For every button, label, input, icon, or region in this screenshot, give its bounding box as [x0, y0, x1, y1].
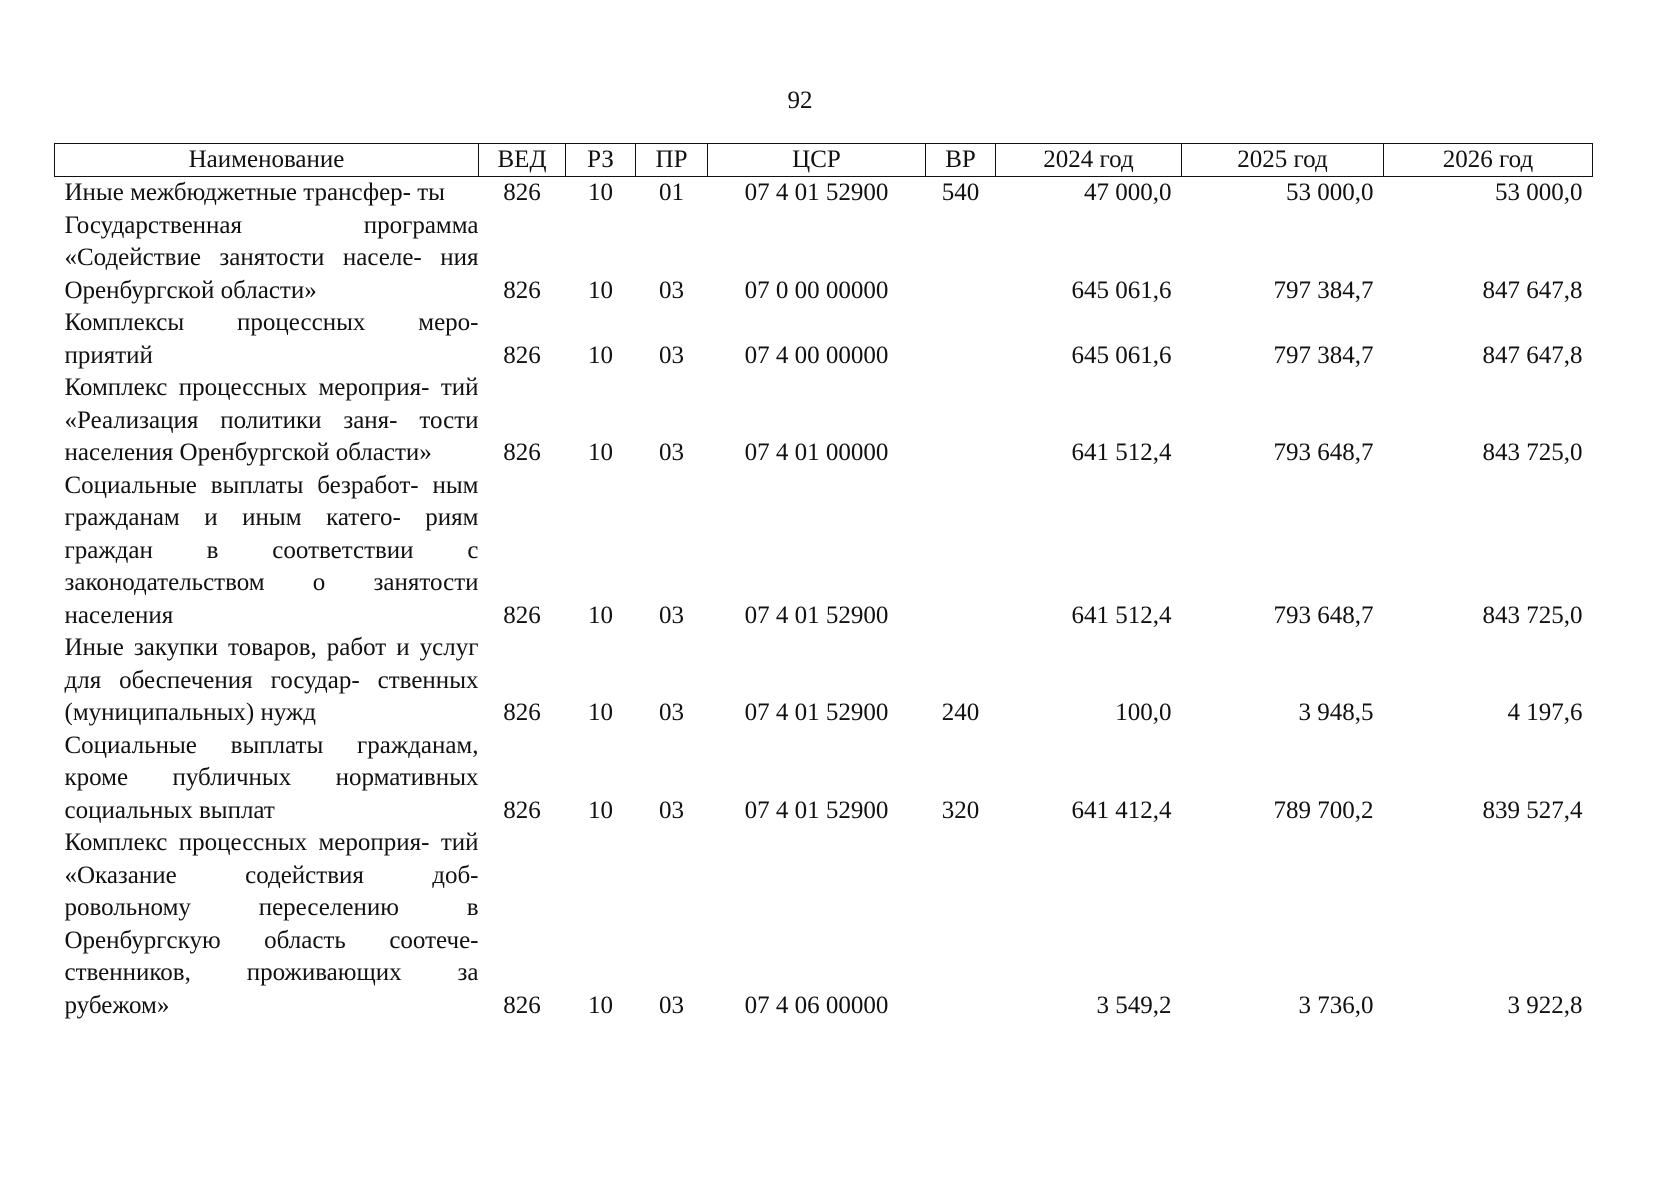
row-pr: 03 [659, 276, 684, 304]
row-csr: 07 4 01 00000 [744, 439, 889, 466]
table-row [55, 470, 1593, 633]
header-2026: 2026 год [1384, 144, 1593, 177]
row-csr: 07 4 01 52900 [744, 699, 889, 726]
row-name: Комплексы процессных меро- приятий [64, 309, 479, 369]
header-vr: ВР [926, 144, 996, 177]
row-ved: 826 [503, 601, 541, 629]
row-rz: 10 [588, 179, 613, 206]
row-pr: 03 [659, 796, 684, 824]
row-2024: 641 512,4 [1071, 601, 1172, 629]
row-2025: 797 384,7 [1273, 276, 1374, 304]
row-rz: 10 [588, 796, 613, 824]
row-2024: 47 000,0 [1084, 179, 1172, 206]
row-vr [926, 372, 996, 470]
row-2026: 53 000,0 [1495, 179, 1583, 206]
row-rz: 10 [588, 341, 613, 369]
row-2026: 843 725,0 [1482, 439, 1583, 466]
row-vr: 240 [941, 699, 980, 726]
header-pr: ПР [636, 144, 708, 177]
header-name: Наименование [55, 144, 479, 177]
row-2025: 797 384,7 [1273, 341, 1374, 369]
row-vr [926, 827, 996, 1022]
row-pr: 03 [659, 341, 684, 369]
row-rz: 10 [588, 699, 613, 726]
table-row [55, 307, 1593, 372]
row-2025: 793 648,7 [1273, 439, 1374, 466]
header-csr: ЦСР [708, 144, 926, 177]
row-2026: 3 922,8 [1507, 991, 1583, 1019]
page-number: 92 [787, 87, 813, 114]
row-csr: 07 0 00 00000 [744, 276, 889, 304]
row-ved: 826 [503, 796, 541, 824]
row-2025: 3 736,0 [1298, 991, 1374, 1019]
row-vr [926, 470, 996, 633]
row-ved: 826 [503, 991, 541, 1019]
row-csr: 07 4 01 52900 [744, 601, 889, 629]
row-name: Иные закупки товаров, работ и услуг для обеспечения государ- ственных (муниципальных) нужд [64, 634, 479, 726]
row-2024: 3 549,2 [1096, 991, 1172, 1019]
header-ved: ВЕД [479, 144, 566, 177]
row-2024: 641 512,4 [1071, 439, 1172, 466]
row-rz: 10 [588, 991, 613, 1019]
table-row [55, 210, 1593, 308]
row-pr: 03 [659, 991, 684, 1019]
row-2026: 847 647,8 [1482, 341, 1583, 369]
budget-table [54, 143, 1593, 1022]
row-csr: 07 4 01 52900 [744, 179, 889, 206]
row-vr: 540 [941, 179, 980, 206]
row-name: Государственная программа «Содействие занятости населе- ния Оренбургской области» [64, 211, 479, 304]
row-vr: 320 [941, 796, 980, 824]
row-name: Иные межбюджетные трансфер- ты [64, 179, 445, 206]
row-ved: 826 [503, 179, 541, 206]
row-2024: 100,0 [1115, 699, 1172, 726]
row-ved: 826 [503, 341, 541, 369]
row-pr: 03 [659, 699, 684, 726]
row-rz: 10 [588, 601, 613, 629]
row-2026: 843 725,0 [1482, 601, 1583, 629]
row-csr: 07 4 06 00000 [744, 991, 889, 1019]
table-row [55, 372, 1593, 470]
row-2025: 53 000,0 [1286, 179, 1374, 206]
header-2025: 2025 год [1182, 144, 1384, 177]
row-name: Социальные выплаты безработ- ным гражданам и иным катего- риям граждан в соответствии с законодательством о занятости населения [64, 471, 479, 629]
row-2026: 839 527,4 [1482, 796, 1583, 824]
row-pr: 01 [659, 179, 684, 206]
row-pr: 03 [659, 601, 684, 629]
row-2025: 789 700,2 [1273, 796, 1374, 824]
row-csr: 07 4 01 52900 [744, 796, 889, 824]
row-rz: 10 [588, 276, 613, 304]
row-ved: 826 [503, 276, 541, 304]
row-ved: 826 [503, 699, 541, 726]
row-2025: 793 648,7 [1273, 601, 1374, 629]
row-vr [926, 307, 996, 372]
row-csr: 07 4 00 00000 [744, 341, 889, 369]
header-rz: РЗ [566, 144, 636, 177]
row-name: Комплекс процессных мероприя- тий «Оказание содействия доб- ровольному переселению в Оренбургскую область соотече- ственников, проживающих за рубежом» [64, 829, 479, 1019]
row-2024: 645 061,6 [1071, 341, 1172, 369]
row-name: Социальные выплаты гражданам, кроме публичных нормативных социальных выплат [64, 731, 479, 824]
table-row [55, 177, 1593, 210]
row-2026: 847 647,8 [1482, 276, 1583, 304]
header-2024: 2024 год [996, 144, 1182, 177]
row-2024: 645 061,6 [1071, 276, 1172, 304]
row-rz: 10 [588, 439, 613, 466]
row-2026: 4 197,6 [1507, 699, 1583, 726]
row-name: Комплекс процессных мероприя- тий «Реализация политики заня- тости населения Оренбургской области» [64, 374, 479, 466]
table-row [55, 730, 1593, 828]
row-pr: 03 [659, 439, 684, 466]
table-header-row [55, 144, 1593, 177]
table-row [55, 827, 1593, 1022]
table-row [55, 632, 1593, 730]
row-ved: 826 [503, 439, 541, 466]
row-2024: 641 412,4 [1071, 796, 1172, 824]
row-vr [926, 210, 996, 308]
row-2025: 3 948,5 [1298, 699, 1374, 726]
